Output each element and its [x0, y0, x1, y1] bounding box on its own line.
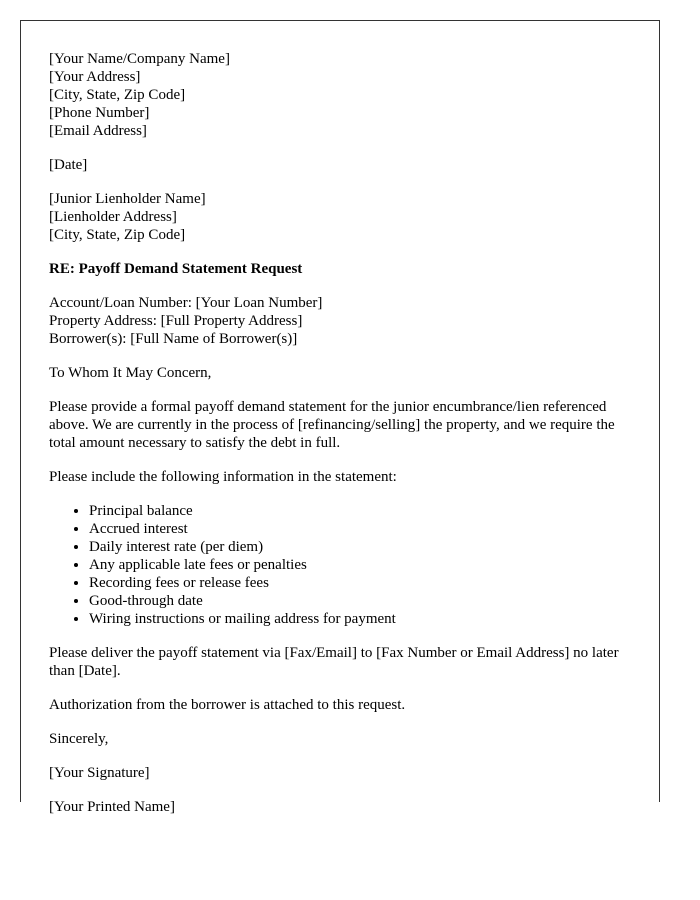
sender-block: [49, 50, 631, 140]
list-item: • Principal balance: [89, 502, 631, 520]
sender-email: [Email Address]: [49, 123, 147, 139]
delivery-paragraph: Please deliver the payoff statement via [Fax/Email] to [Fax Number or Email Address] no later than [Date].: [49, 645, 619, 679]
signature: [Your Signature]: [49, 765, 150, 781]
reference-block: [49, 294, 631, 348]
list-item: • Recording fees or release fees: [89, 574, 631, 592]
letter-content: [21, 21, 659, 816]
salutation: To Whom It May Concern,: [49, 365, 212, 381]
sender-city-state-zip: [City, State, Zip Code]: [49, 87, 186, 103]
list-item: • Any applicable late fees or penalties: [89, 556, 631, 574]
account-number-line: Account/Loan Number: [Your Loan Number]: [49, 295, 323, 311]
sender-name: [Your Name/Company Name]: [49, 51, 230, 67]
list-item: • Wiring instructions or mailing address for payment: [89, 610, 631, 628]
subject-line: RE: Payoff Demand Statement Request: [49, 261, 303, 277]
letter-date: [Date]: [49, 157, 88, 173]
request-paragraph: Please provide a formal payoff demand statement for the junior encumbrance/lien referenced above. We are currently in the process of [refinancing/selling] the property, and we require the total amount necessary to satisfy the debt in full.: [49, 399, 615, 451]
date-block: [49, 156, 631, 174]
list-item: • Accrued interest: [89, 520, 631, 538]
list-item: • Good-through date: [89, 592, 631, 610]
recipient-city-state-zip: [City, State, Zip Code]: [49, 227, 186, 243]
sender-address: [Your Address]: [49, 69, 141, 85]
required-info-list: [49, 502, 631, 628]
list-item: • Daily interest rate (per diem): [89, 538, 631, 556]
recipient-address: [Lienholder Address]: [49, 209, 177, 225]
borrowers-line: Borrower(s): [Full Name of Borrower(s)]: [49, 331, 298, 347]
authorization-paragraph: Authorization from the borrower is attached to this request.: [49, 697, 406, 713]
recipient-name: [Junior Lienholder Name]: [49, 191, 206, 207]
closing: Sincerely,: [49, 731, 109, 747]
printed-name: [Your Printed Name]: [49, 799, 175, 815]
letter-page: [20, 20, 660, 815]
property-address-line: Property Address: [Full Property Address]: [49, 313, 303, 329]
list-intro: Please include the following information in the statement:: [49, 469, 397, 485]
sender-phone: [Phone Number]: [49, 105, 150, 121]
recipient-block: [49, 190, 631, 244]
